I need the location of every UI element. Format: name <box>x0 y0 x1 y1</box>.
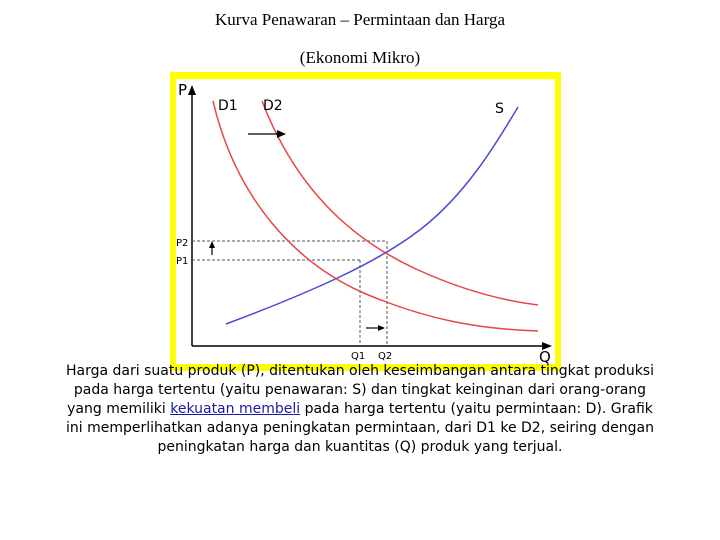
demand-curve-d1 <box>213 101 538 331</box>
curve-label-s: S <box>495 101 504 117</box>
caption-text <box>60 362 660 457</box>
caption-part-2: pada harga tertentu (yaitu permintaan: D). Grafik ini memperlihatkan adanya peningkatan permintaan, dari D1 ke D2, seiring dengan peningkatan harga dan kuantitas (Q) produk yang terjual. <box>66 401 654 455</box>
page-title: Kurva Penawaran – Permintaan dan Harga <box>215 10 505 29</box>
quantity-label-q1: Q1 <box>351 351 366 362</box>
axis-x-label: Q <box>539 348 551 364</box>
page-subtitle: (Ekonomi Mikro) <box>299 48 421 67</box>
demand-shift-arrowhead <box>277 130 286 138</box>
price-increase-arrowhead <box>209 241 215 248</box>
curve-label-d2: D2 <box>263 98 283 114</box>
price-label-p1: P1 <box>176 256 189 267</box>
demand-curve-d2 <box>262 101 538 305</box>
curve-label-d1: D1 <box>218 98 238 114</box>
purchasing-power-link[interactable]: kekuatan membeli <box>170 401 301 417</box>
price-label-p2: P2 <box>176 238 189 249</box>
caption-part-1: Harga dari suatu produk (P), ditentukan oleh keseimbangan antara tingkat produksi pada harga tertentu (yaitu penawaran: S) dan tingkat keinginan dari orang-orang yang memiliki <box>66 363 654 417</box>
quantity-label-q2: Q2 <box>378 351 393 362</box>
quantity-increase-arrowhead <box>378 325 385 331</box>
y-axis-arrow <box>188 85 196 95</box>
axis-y-label: P <box>178 81 188 99</box>
supply-demand-diagram <box>176 79 555 364</box>
